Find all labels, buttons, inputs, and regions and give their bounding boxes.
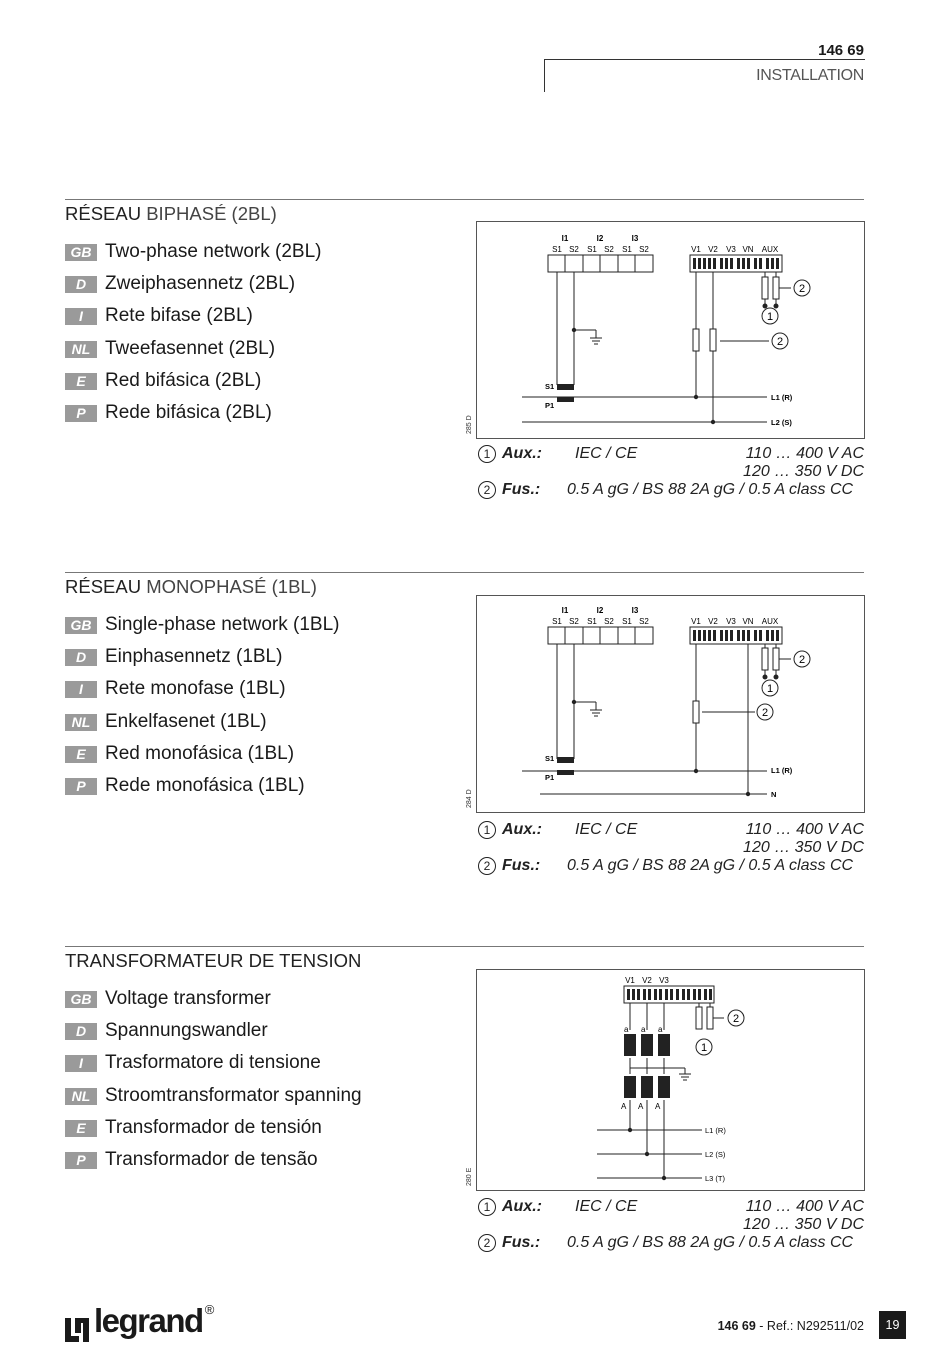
note-fuse-spec: 0.5 A gG / BS 88 2A gG / 0.5 A class CC [567, 857, 854, 874]
wiring-diagram-single-phase [466, 595, 865, 813]
brand-logo [65, 1302, 213, 1340]
brand-name: legrand [94, 1302, 203, 1339]
section-title: TRANSFORMATEUR DE TENSION [65, 950, 362, 971]
marker-label: 1 [766, 683, 774, 695]
terminal-label: S1 [552, 617, 562, 626]
language-badge: I [65, 681, 97, 698]
note-number: 1 [478, 1198, 496, 1216]
line-label: L1 (R) [705, 1126, 726, 1135]
language-text: Single-phase network (1BL) [105, 614, 340, 635]
language-badge: GB [65, 617, 97, 634]
note-standard: IEC / CE [575, 1198, 638, 1215]
note-value-ac: 110 … 400 V AC [745, 821, 864, 838]
ct-label: S1 [545, 382, 555, 391]
note-value-dc: 120 … 350 V DC [743, 1216, 864, 1233]
terminal-label: V3 [726, 617, 736, 626]
vt-secondary-label: a [624, 1025, 629, 1034]
terminal-label: S1 [622, 245, 632, 254]
terminal-label: AUX [761, 245, 779, 254]
terminal-label: S2 [569, 245, 579, 254]
section-rule [65, 199, 864, 200]
vt-secondary-label: a [658, 1025, 663, 1034]
terminal-label: S2 [604, 617, 614, 626]
language-text: Einphasennetz (1BL) [105, 646, 283, 667]
input-label: I3 [631, 606, 639, 615]
footer-reference: 146 69 - Ref.: N292511/02 [717, 1319, 864, 1333]
note-number: 2 [478, 857, 496, 875]
voltage-terminal-block [690, 627, 782, 644]
section-rule [65, 572, 864, 573]
note-value-ac: 110 … 400 V AC [745, 445, 864, 462]
section-title: RÉSEAU BIPHASÉ (2BL) [65, 203, 277, 224]
language-badge: E [65, 373, 97, 390]
notes-two-phase [478, 443, 864, 503]
language-badge: D [65, 1023, 97, 1040]
note-label: Fus.: [502, 857, 541, 874]
language-badge: NL [65, 1088, 97, 1105]
language-text: Red monofásica (1BL) [105, 743, 295, 764]
language-badge: NL [65, 714, 97, 731]
language-text: Transformador de tensão [105, 1149, 318, 1170]
language-text: Rede monofásica (1BL) [105, 775, 305, 796]
vt-primary-label: A [621, 1102, 627, 1111]
language-text: Rede bifásica (2BL) [105, 402, 272, 423]
terminal-label: S2 [604, 245, 614, 254]
language-text: Two-phase network (2BL) [105, 241, 322, 262]
marker-label: 1 [766, 311, 774, 323]
terminal-label: VN [742, 245, 754, 254]
input-label: I1 [561, 234, 569, 243]
note-fuse-spec: 0.5 A gG / BS 88 2A gG / 0.5 A class CC [567, 1234, 854, 1251]
note-label: Aux.: [502, 1198, 542, 1215]
language-text: Voltage transformer [105, 988, 271, 1009]
diagram-ref: 280 E [466, 1167, 473, 1186]
note-label: Fus.: [502, 481, 541, 498]
ct-label: P1 [545, 401, 555, 410]
language-text: Rete monofase (1BL) [105, 678, 286, 699]
language-badge: I [65, 1055, 97, 1072]
language-badge: GB [65, 991, 97, 1008]
line-label: N [771, 790, 777, 799]
language-text: Rete bifase (2BL) [105, 305, 253, 326]
voltage-terminal-block [624, 986, 714, 1003]
terminal-label: AUX [761, 617, 779, 626]
line-label: L2 (S) [705, 1150, 726, 1159]
voltage-terminal-block [690, 255, 782, 272]
terminal-label: S2 [569, 617, 579, 626]
note-number: 1 [478, 821, 496, 839]
language-badge: P [65, 1152, 97, 1169]
terminal-label: V1 [691, 617, 701, 626]
notes-voltage-transformer [478, 1196, 864, 1256]
product-code: 146 69 [818, 42, 864, 59]
terminal-label: V1 [625, 976, 635, 985]
language-badge: E [65, 1120, 97, 1137]
input-label: I3 [631, 234, 639, 243]
language-text: Red bifásica (2BL) [105, 370, 262, 391]
language-text: Stroomtransformator spanning [105, 1085, 362, 1106]
language-text: Zweiphasennetz (2BL) [105, 273, 296, 294]
line-label: L1 (R) [771, 393, 793, 402]
note-label: Aux.: [502, 445, 542, 462]
terminal-label: S1 [622, 617, 632, 626]
language-badge: GB [65, 244, 97, 261]
input-label: I2 [596, 234, 604, 243]
current-terminal-block [548, 627, 653, 644]
notes-single-phase [478, 819, 864, 879]
note-label: Fus.: [502, 1234, 541, 1251]
line-label: L3 (T) [705, 1174, 726, 1183]
note-number: 2 [478, 1234, 496, 1252]
language-badge: E [65, 746, 97, 763]
section-rule [65, 946, 864, 947]
terminal-label: S1 [587, 245, 597, 254]
marker-label: 2 [776, 336, 784, 348]
terminal-label: V2 [708, 617, 718, 626]
marker-label: 1 [700, 1042, 708, 1054]
page-number: 19 [879, 1311, 906, 1339]
language-badge: P [65, 405, 97, 422]
terminal-label: V2 [708, 245, 718, 254]
input-label: I1 [561, 606, 569, 615]
language-text: Transformador de tensión [105, 1117, 322, 1138]
current-terminal-block [548, 255, 653, 272]
vt-primary-label: A [638, 1102, 644, 1111]
registered-mark: ® [204, 1302, 213, 1317]
diagram-ref: 285 D [466, 415, 473, 434]
terminal-label: S2 [639, 245, 649, 254]
vt-primary-label: A [655, 1102, 661, 1111]
note-label: Aux.: [502, 821, 542, 838]
diagram-ref: 284 D [466, 789, 473, 808]
note-number: 1 [478, 445, 496, 463]
note-value-ac: 110 … 400 V AC [745, 1198, 864, 1215]
terminal-label: V3 [659, 976, 669, 985]
note-value-dc: 120 … 350 V DC [743, 839, 864, 856]
note-value-dc: 120 … 350 V DC [743, 463, 864, 480]
legrand-logo-icon [65, 1316, 91, 1344]
ct-label: P1 [545, 773, 555, 782]
language-badge: D [65, 649, 97, 666]
terminal-label: S1 [587, 617, 597, 626]
terminal-label: S1 [552, 245, 562, 254]
note-fuse-spec: 0.5 A gG / BS 88 2A gG / 0.5 A class CC [567, 481, 854, 498]
language-text: Tweefasennet (2BL) [105, 338, 276, 359]
language-text: Trasformatore di tensione [105, 1052, 321, 1073]
language-badge: NL [65, 341, 97, 358]
language-badge: I [65, 308, 97, 325]
note-standard: IEC / CE [575, 445, 638, 462]
terminal-label: VN [742, 617, 754, 626]
language-text: Enkelfasenet (1BL) [105, 711, 267, 732]
ct-label: S1 [545, 754, 555, 763]
terminal-label: S2 [639, 617, 649, 626]
language-badge: D [65, 276, 97, 293]
terminal-label: V2 [642, 976, 652, 985]
note-number: 2 [478, 481, 496, 499]
line-label: L1 (R) [771, 766, 793, 775]
section-label: INSTALLATION [756, 67, 864, 84]
language-badge: P [65, 778, 97, 795]
language-text: Spannungswandler [105, 1020, 268, 1041]
marker-label: 2 [798, 283, 806, 295]
marker-label: 2 [798, 654, 806, 666]
marker-label: 2 [761, 707, 769, 719]
wiring-diagram-voltage-transformer [466, 969, 865, 1191]
terminal-label: V1 [691, 245, 701, 254]
note-standard: IEC / CE [575, 821, 638, 838]
input-label: I2 [596, 606, 604, 615]
wiring-diagram-two-phase [466, 221, 865, 439]
marker-label: 2 [732, 1013, 740, 1025]
line-label: L2 (S) [771, 418, 792, 427]
terminal-label: V3 [726, 245, 736, 254]
vt-secondary-label: a [641, 1025, 646, 1034]
section-title: RÉSEAU MONOPHASÉ (1BL) [65, 576, 317, 597]
